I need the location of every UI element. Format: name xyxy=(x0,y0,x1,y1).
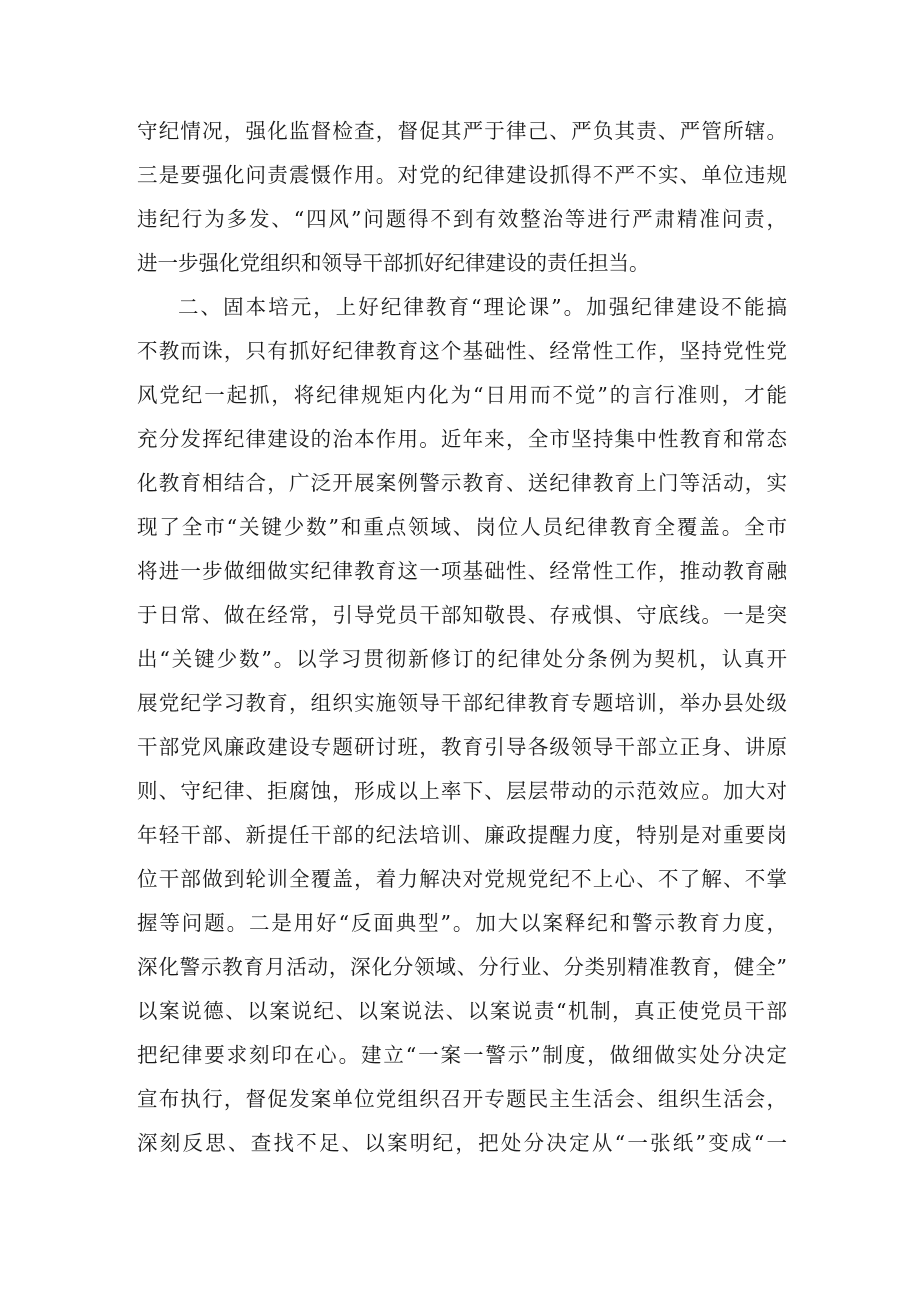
body-text-line: 充分发挥纪律建设的治本作用。近年来，全市坚持集中性教育和常态 xyxy=(137,427,787,451)
body-text-line: 守纪情况，强化监督检查，督促其严于律己、严负其责、严管所辖。 xyxy=(137,119,787,143)
body-text-line: 将进一步做细做实纪律教育这一项基础性、经常性工作，推动教育融 xyxy=(137,559,787,583)
body-text-line: 深刻反思、查找不足、以案明纪，把处分决定从“一张纸”变成“一 xyxy=(137,1131,787,1155)
body-text-line: 握等问题。二是用好“反面典型”。加大以案释纪和警示教育力度， xyxy=(137,911,787,935)
body-text-line: 现了全市“关键少数”和重点领域、岗位人员纪律教育全覆盖。全市 xyxy=(137,515,787,539)
body-text-line: 进一步强化党组织和领导干部抓好纪律建设的责任担当。 xyxy=(137,251,650,275)
body-text-line: 以案说德、以案说纪、以案说法、以案说责“机制，真正使党员干部 xyxy=(137,999,787,1023)
body-text-line: 年轻干部、新提任干部的纪法培训、廉政提醒力度，特别是对重要岗 xyxy=(137,823,787,847)
body-text-line: 于日常、做在经常，引导党员干部知敬畏、存戒惧、守底线。一是突 xyxy=(137,603,787,627)
body-text-line: 三是要强化问责震慑作用。对党的纪律建设抓得不严不实、单位违规 xyxy=(137,163,787,187)
body-text-line: 出“关键少数”。以学习贯彻新修订的纪律处分条例为契机，认真开 xyxy=(137,647,787,671)
body-text-line: 风党纪一起抓，将纪律规矩内化为“日用而不觉”的言行准则，才能 xyxy=(137,383,787,407)
body-text-line: 深化警示教育月活动，深化分领域、分行业、分类别精准教育，健全” xyxy=(137,955,787,979)
body-text-line: 则、守纪律、拒腐蚀，形成以上率下、层层带动的示范效应。加大对 xyxy=(137,779,787,803)
body-text-line: 宣布执行，督促发案单位党组织召开专题民主生活会、组织生活会， xyxy=(137,1087,787,1111)
body-text-line: 干部党风廉政建设专题研讨班，教育引导各级领导干部立正身、讲原 xyxy=(137,735,787,759)
body-text-line: 展党纪学习教育，组织实施领导干部纪律教育专题培训，举办县处级 xyxy=(137,691,787,715)
body-text-line: 位干部做到轮训全覆盖，着力解决对党规党纪不上心、不了解、不掌 xyxy=(137,867,787,891)
body-text-line: 违纪行为多发、“四风”问题得不到有效整治等进行严肃精准问责， xyxy=(137,207,787,231)
body-text-line: 不教而诛，只有抓好纪律教育这个基础性、经常性工作，坚持党性党 xyxy=(137,339,787,363)
body-text-line: 化教育相结合，广泛开展案例警示教育、送纪律教育上门等活动，实 xyxy=(137,471,787,495)
body-text-line: 把纪律要求刻印在心。建立“一案一警示”制度，做细做实处分决定 xyxy=(137,1043,787,1067)
section-heading-line: 二、固本培元，上好纪律教育“理论课”。加强纪律建设不能搞 xyxy=(178,295,787,319)
